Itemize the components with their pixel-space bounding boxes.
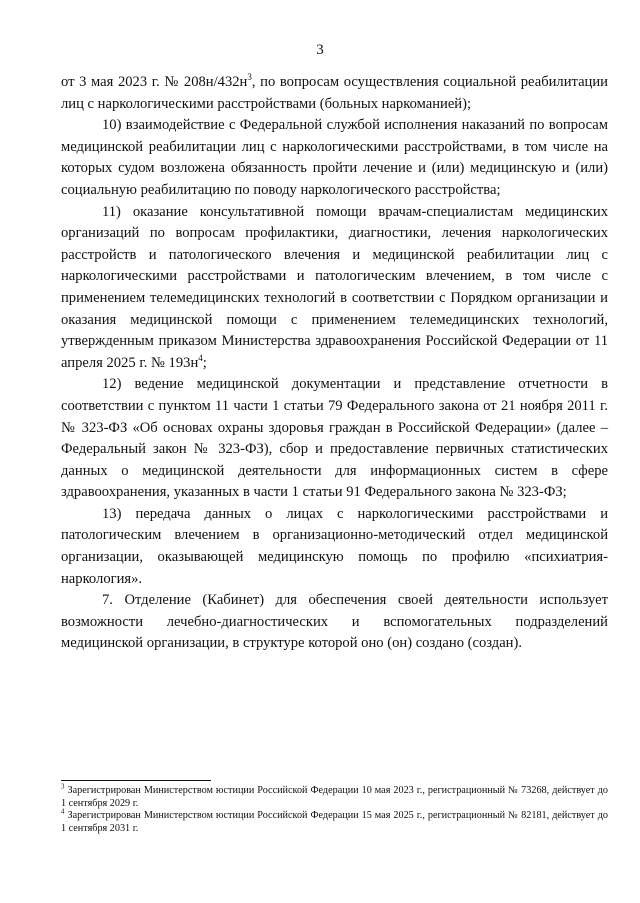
footnotes [61, 782, 608, 835]
paragraph-item-12 [61, 374, 608, 504]
footnote-4 [61, 807, 608, 835]
footnote-ref: 4 [198, 352, 203, 363]
footnote-3 [61, 782, 608, 810]
paragraph-text: от 3 мая 2023 г. № 208н/432н [61, 74, 248, 90]
footnote-divider [61, 780, 211, 781]
footnote-ref: 3 [247, 72, 252, 83]
paragraph-continuation [61, 72, 608, 115]
paragraph-tail: , по вопросам осуществления социальной реабилитации лиц с наркологическими расстройствами (больных наркоманией); [61, 74, 608, 112]
footnote-mark: 3 [61, 782, 65, 791]
footnote-mark: 4 [61, 807, 65, 816]
paragraph-section-7 [61, 590, 608, 655]
paragraph-item-10 [61, 115, 608, 201]
paragraph-item-13 [61, 504, 608, 590]
footnote-text: Зарегистрирован Министерством юстиции Российской Федерации 10 мая 2023 г., регистрационный № 73268, действует до 1 сентября 2029 г. [61, 785, 608, 809]
paragraph-text: 10) взаимодействие с Федеральной службой исполнения наказаний по вопросам медицинской реабилитации лиц с наркологическими расстройствами, в том числе на которых судом возложена обязанность пройти лечение и (или) медицинскую и (или) социальную реабилитацию по поводу наркологического расстройства; [61, 117, 608, 198]
paragraph-item-11 [61, 202, 608, 375]
page-number: 3 [316, 42, 324, 58]
footnote-text: Зарегистрирован Министерством юстиции Российской Федерации 15 мая 2025 г., регистрационный № 82181, действует до 1 сентября 2031 г. [61, 810, 608, 834]
paragraph-tail: ; [202, 354, 207, 371]
paragraph-text: 7. Отделение (Кабинет) для обеспечения своей деятельности использует возможности лечебно-диагностических и вспомогательных подразделений медицинской организации, в структуре которой оно (он) создано (создан). [61, 592, 608, 652]
paragraph-text: 12) ведение медицинской документации и представление отчетности в соответствии с пунктом 11 части 1 статьи 79 Федерального закона от 21 ноября 2011 г. № 323-ФЗ «Об основах охраны здоровья граждан в Российской Федерации» (далее – Федеральный закон № 323-ФЗ), сбор и предоставление первичных статистических данных о медицинской деятельности для информационных систем в сфере здравоохранения, указанных в части 1 статьи 91 Федерального закона № 323-ФЗ; [61, 376, 608, 501]
paragraph-text: 11) оказание консультативной помощи врачам-специалистам медицинских организаций по вопросам профилактики, диагностики, лечения наркологических расстройств и патологического влечения и медицинской реабилитации лиц с наркологическими расстройствами и патологическим влечением, в том числе с применением телемедицинских технологий в соответствии с Порядком организации и оказания медицинской помощи с применением телемедицинских технологий, утвержденным приказом Министерства здравоохранения Российской Федерации от 11 апреля 2025 г. № 193н [61, 203, 608, 371]
paragraph-text: 13) передача данных о лицах с наркологическими расстройствами и патологическим влечением в организационно-методический отдел медицинской организации, оказывающей медицинскую помощь по профилю «психиатрия-наркология». [61, 505, 608, 587]
body-text [61, 72, 608, 655]
